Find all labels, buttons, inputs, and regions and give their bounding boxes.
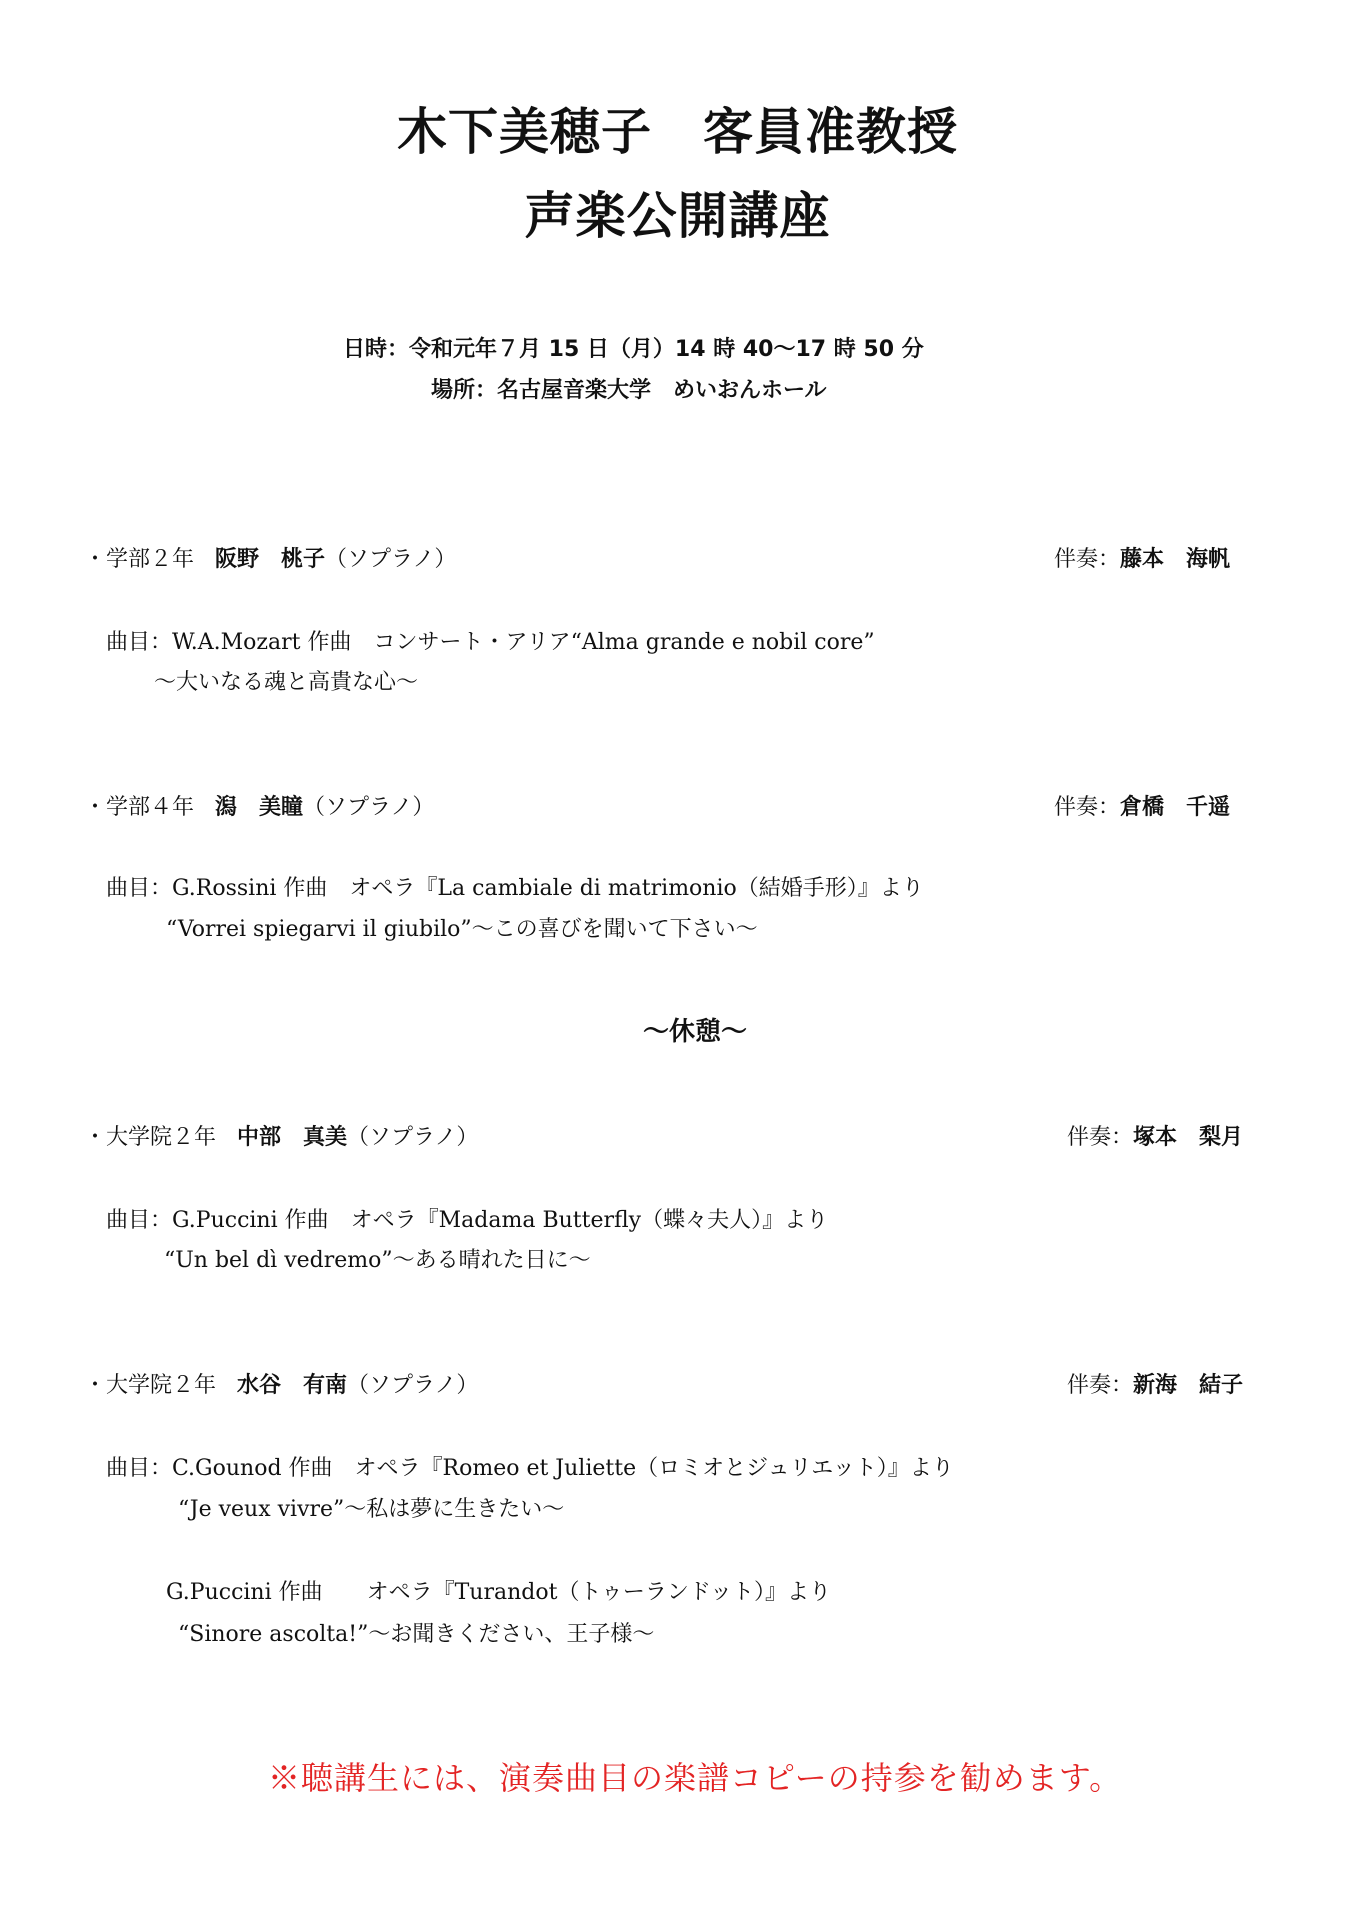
accompanist-label: 伴奏： <box>1054 547 1121 572</box>
accompanist-label: 伴奏： <box>1067 1373 1134 1398</box>
performer-name: 水谷 有南 <box>237 1373 348 1398</box>
accompanist-2 <box>1054 790 1230 821</box>
performer-year: ・学部２年 <box>84 547 195 572</box>
piece-subtitle: “Un bel dì vedremo”〜ある晴れた日に〜 <box>164 1248 591 1273</box>
page-subtitle: 声楽公開講座 <box>524 187 831 245</box>
performer-line-2 <box>84 790 434 821</box>
piece-title: G.Puccini 作曲 オペラ『Turandot（トゥーランドット）』より <box>166 1580 832 1605</box>
piece-title: 曲目：G.Rossini 作曲 オペラ『La cambiale di matrimonio（結婚手形）』より <box>106 876 924 901</box>
piece-title: 曲目：G.Puccini 作曲 オペラ『Madama Butterfly（蝶々夫人）』より <box>106 1208 829 1233</box>
performer-voice: （ソプラノ） <box>303 795 435 820</box>
performer-line-3 <box>84 1120 478 1151</box>
accompanist-name: 新海 結子 <box>1133 1373 1244 1398</box>
performer-name: 潟 美瞳 <box>215 795 304 820</box>
performer-voice: （ソプラノ） <box>347 1125 479 1150</box>
performer-year: ・大学院２年 <box>84 1373 217 1398</box>
performer-voice: （ソプラノ） <box>347 1373 479 1398</box>
intermission-label: 〜休憩〜 <box>642 1017 747 1047</box>
accompanist-1 <box>1054 542 1230 573</box>
piece-subtitle: 〜大いなる魂と高貴な心〜 <box>154 670 419 695</box>
audience-note: ※聴講生には、演奏曲目の楽譜コピーの持参を勧めます。 <box>268 1759 1123 1797</box>
piece-subtitle: “Vorrei spiegarvi il giubilo”〜この喜びを聞いて下さい〜 <box>166 917 758 942</box>
accompanist-4 <box>1067 1368 1243 1399</box>
performer-line-4 <box>84 1368 478 1399</box>
event-place: 場所：名古屋音楽大学 めいおんホール <box>431 378 827 403</box>
accompanist-name: 塚本 梨月 <box>1133 1125 1244 1150</box>
piece-title: 曲目：C.Gounod 作曲 オペラ『Romeo et Juliette（ロミオとジュリエット）』より <box>106 1456 954 1481</box>
performer-name: 阪野 桃子 <box>215 547 326 572</box>
piece-title: 曲目：W.A.Mozart 作曲 コンサート・アリア“Alma grande e nobil core” <box>106 630 875 655</box>
performer-line-1 <box>84 542 456 573</box>
accompanist-3 <box>1067 1120 1243 1151</box>
performer-year: ・学部４年 <box>84 795 195 820</box>
accompanist-name: 倉橋 千遥 <box>1120 795 1231 820</box>
piece-subtitle: “Sinore ascolta!”〜お聞きください、王子様〜 <box>178 1622 655 1647</box>
accompanist-name: 藤本 海帆 <box>1120 547 1231 572</box>
performer-year: ・大学院２年 <box>84 1125 217 1150</box>
piece-subtitle: “Je veux vivre”〜私は夢に生きたい〜 <box>178 1497 565 1522</box>
performer-voice: （ソプラノ） <box>325 547 457 572</box>
page-title: 木下美穂子 客員准教授 <box>397 103 958 161</box>
accompanist-label: 伴奏： <box>1054 795 1121 820</box>
event-datetime: 日時：令和元年７月 15 日（月）14 時 40〜17 時 50 分 <box>343 337 924 362</box>
accompanist-label: 伴奏： <box>1067 1125 1134 1150</box>
performer-name: 中部 真美 <box>237 1125 348 1150</box>
